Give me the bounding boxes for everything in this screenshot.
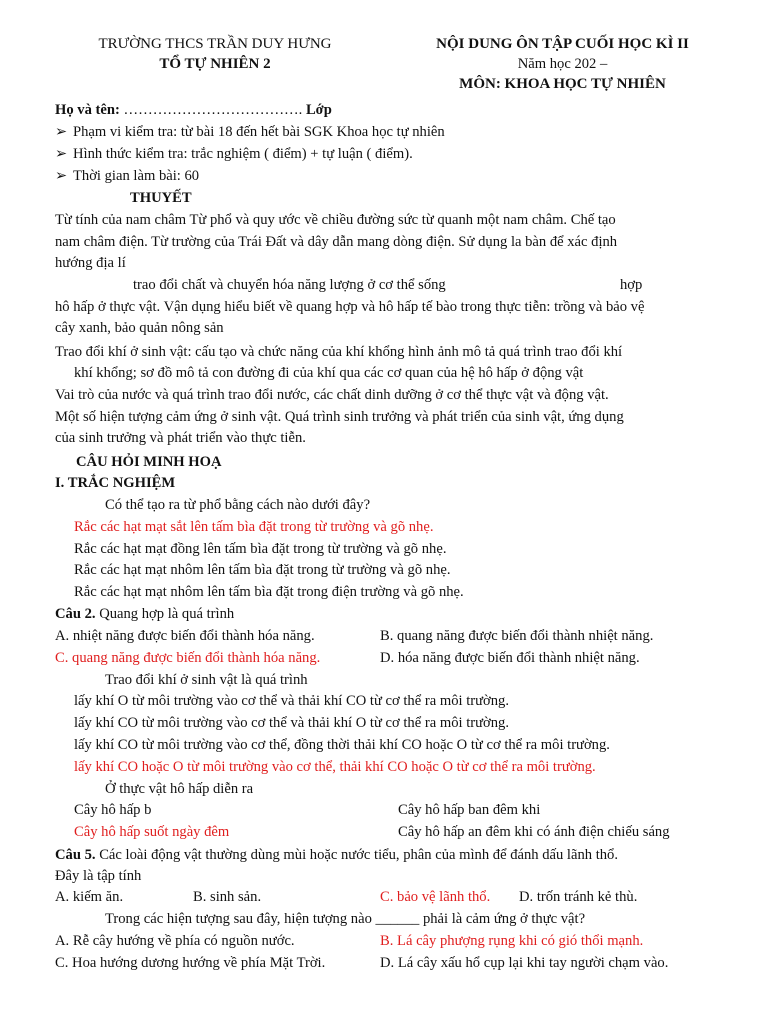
name-label: Họ và tên: xyxy=(55,102,120,118)
school-year: Năm học 202 – xyxy=(517,56,608,72)
q3-option-c: lấy khí CO từ môi trường vào cơ thể, đồng thời thải khí CO hoặc O từ cơ thể ra môi trường. xyxy=(74,737,610,753)
info-text: Hình thức kiểm tra: trắc nghiệm ( điểm) + tự luận ( điểm). xyxy=(73,146,413,162)
info-scope xyxy=(55,122,445,142)
q3-option-d: lấy khí CO hoặc O từ môi trường vào cơ thể, thải khí CO hoặc O từ cơ thể ra môi trường. xyxy=(74,759,596,775)
q2-text: Quang hợp là quá trình xyxy=(95,606,235,622)
theory-p4: Vai trò của nước và quá trình trao đổi nước, các chất dinh dưỡng ở cơ thể thực vật và động vật. xyxy=(55,387,609,403)
q6-option-a: A. Rễ cây hướng về phía có nguồn nước. xyxy=(55,933,295,949)
info-text: Thời gian làm bài: 60 xyxy=(73,168,200,184)
info-text: Phạm vi kiểm tra: từ bài 18 đến hết bài SGK Khoa học tự nhiên xyxy=(73,124,445,140)
q1-option-a: Rắc các hạt mạt sắt lên tấm bìa đặt trong từ trường và gõ nhẹ. xyxy=(74,519,434,535)
theory-p2-line1b: hợp xyxy=(620,277,643,293)
info-format xyxy=(55,144,413,164)
q1-text: Có thể tạo ra từ phổ bằng cách nào dưới đây? xyxy=(105,497,371,513)
info-time xyxy=(55,166,199,186)
section-multiple-choice: I. TRẮC NGHIỆM xyxy=(55,475,176,491)
q5-text-line2: Đây là tập tính xyxy=(55,868,142,884)
q4-option-a: Cây hô hấp b xyxy=(74,802,152,818)
group-name: TỔ TỰ NHIÊN 2 xyxy=(159,56,271,72)
q2-option-d: D. hóa năng được biến đổi thành nhiệt năng. xyxy=(380,650,640,666)
q2-question xyxy=(55,604,234,624)
class-label: Lớp xyxy=(305,102,332,118)
q5-option-b: B. sinh sản. xyxy=(193,889,262,905)
school-name: TRƯỜNG THCS TRẦN DUY HƯNG xyxy=(98,36,332,52)
q2-option-c: C. quang năng được biến đổi thành hóa năng. xyxy=(55,650,321,666)
q4-option-c: Cây hô hấp suốt ngày đêm xyxy=(74,824,230,840)
q1-option-c: Rắc các hạt mạt nhôm lên tấm bìa đặt trong từ trường và gõ nhẹ. xyxy=(74,562,451,578)
questions-heading: CÂU HỎI MINH HOẠ xyxy=(76,454,222,470)
arrow-bullet-icon: ➢ xyxy=(55,146,68,162)
q6-option-d: D. Lá cây xấu hổ cụp lại khi tay người chạm vào. xyxy=(380,955,669,971)
theory-heading: THUYẾT xyxy=(130,190,192,206)
arrow-bullet-icon: ➢ xyxy=(55,168,68,184)
theory-p1-line1: Từ tính của nam châm Từ phổ và quy ước về chiều đường sức từ quanh một nam châm. Chế tạo xyxy=(55,212,616,228)
q4-option-b: Cây hô hấp ban đêm khi xyxy=(398,802,541,818)
q6-text: Trong các hiện tượng sau đây, hiện tượng nào ______ phải là cảm ứng ở thực vật? xyxy=(105,911,586,927)
q3-option-b: lấy khí CO từ môi trường vào cơ thể và thải khí O từ cơ thể ra môi trường. xyxy=(74,715,509,731)
q2-option-b: B. quang năng được biến đổi thành nhiệt năng. xyxy=(380,628,654,644)
doc-title: NỘI DUNG ÔN TẬP CUỐI HỌC KÌ II xyxy=(436,36,689,52)
q1-option-b: Rắc các hạt mạt đồng lên tấm bìa đặt trong từ trường và gõ nhẹ. xyxy=(74,541,447,557)
theory-p3-line2: khí khổng; sơ đồ mô tả con đường đi của khí qua các cơ quan của hệ hô hấp ở động vật xyxy=(74,365,584,381)
theory-p2-line2: hô hấp ở thực vật. Vận dụng hiểu biết về quang hợp và hô hấp tế bào trong thực tiễn: trồng và bảo vệ xyxy=(55,299,645,315)
q2-option-a: A. nhiệt năng được biến đổi thành hóa năng. xyxy=(55,628,315,644)
q4-option-d: Cây hô hấp an đêm khi có ánh điện chiếu sáng xyxy=(398,824,670,840)
theory-p5-line1: Một số hiện tượng cảm ứng ở sinh vật. Quá trình sinh trưởng và phát triển của sinh vật, ứng dụng xyxy=(55,409,624,425)
q5-text: Các loài động vật thường dùng mùi hoặc nước tiểu, phân của mình để đánh dấu lãnh thổ. xyxy=(95,847,619,863)
arrow-bullet-icon: ➢ xyxy=(55,124,68,140)
q4-text: Ở thực vật hô hấp diễn ra xyxy=(105,781,254,797)
name-dots: ………………………………. xyxy=(123,102,303,118)
q2-label: Câu 2. xyxy=(55,606,96,622)
q5-option-d: D. trốn tránh kẻ thù. xyxy=(519,889,638,905)
theory-p1-line3: hướng địa lí xyxy=(55,255,126,271)
student-line xyxy=(55,100,332,120)
q3-text: Trao đổi khí ở sinh vật là quá trình xyxy=(105,672,308,688)
theory-p5-line2: của sinh trưởng và phát triển vào thực tiễn. xyxy=(55,430,306,446)
q5-label: Câu 5. xyxy=(55,847,96,863)
q5-option-c: C. bảo vệ lãnh thổ. xyxy=(380,889,491,905)
theory-p2-line3: cây xanh, bảo quản nông sản xyxy=(55,320,224,336)
q6-option-c: C. Hoa hướng dương hướng về phía Mặt Trời. xyxy=(55,955,326,971)
q1-option-d: Rắc các hạt mạt nhôm lên tấm bìa đặt trong điện trường và gõ nhẹ. xyxy=(74,584,464,600)
q5-option-a: A. kiếm ăn. xyxy=(55,889,124,905)
theory-p3-line1: Trao đổi khí ở sinh vật: cấu tạo và chức năng của khí khổng hình ảnh mô tả quá trình trao đổi khí xyxy=(55,344,623,360)
subject-title: MÔN: KHOA HỌC TỰ NHIÊN xyxy=(459,76,666,92)
q5-question xyxy=(55,845,618,865)
theory-p2-line1a: trao đổi chất và chuyển hóa năng lượng ở cơ thể sống xyxy=(133,277,446,293)
theory-p1-line2: nam châm điện. Từ trường của Trái Đất và dây dẫn mang dòng điện. Sử dụng la bàn để xác định xyxy=(55,234,618,250)
q3-option-a: lấy khí O từ môi trường vào cơ thể và thải khí CO từ cơ thể ra môi trường. xyxy=(74,693,509,709)
q6-option-b: B. Lá cây phượng rụng khi có gió thổi mạnh. xyxy=(380,933,644,949)
